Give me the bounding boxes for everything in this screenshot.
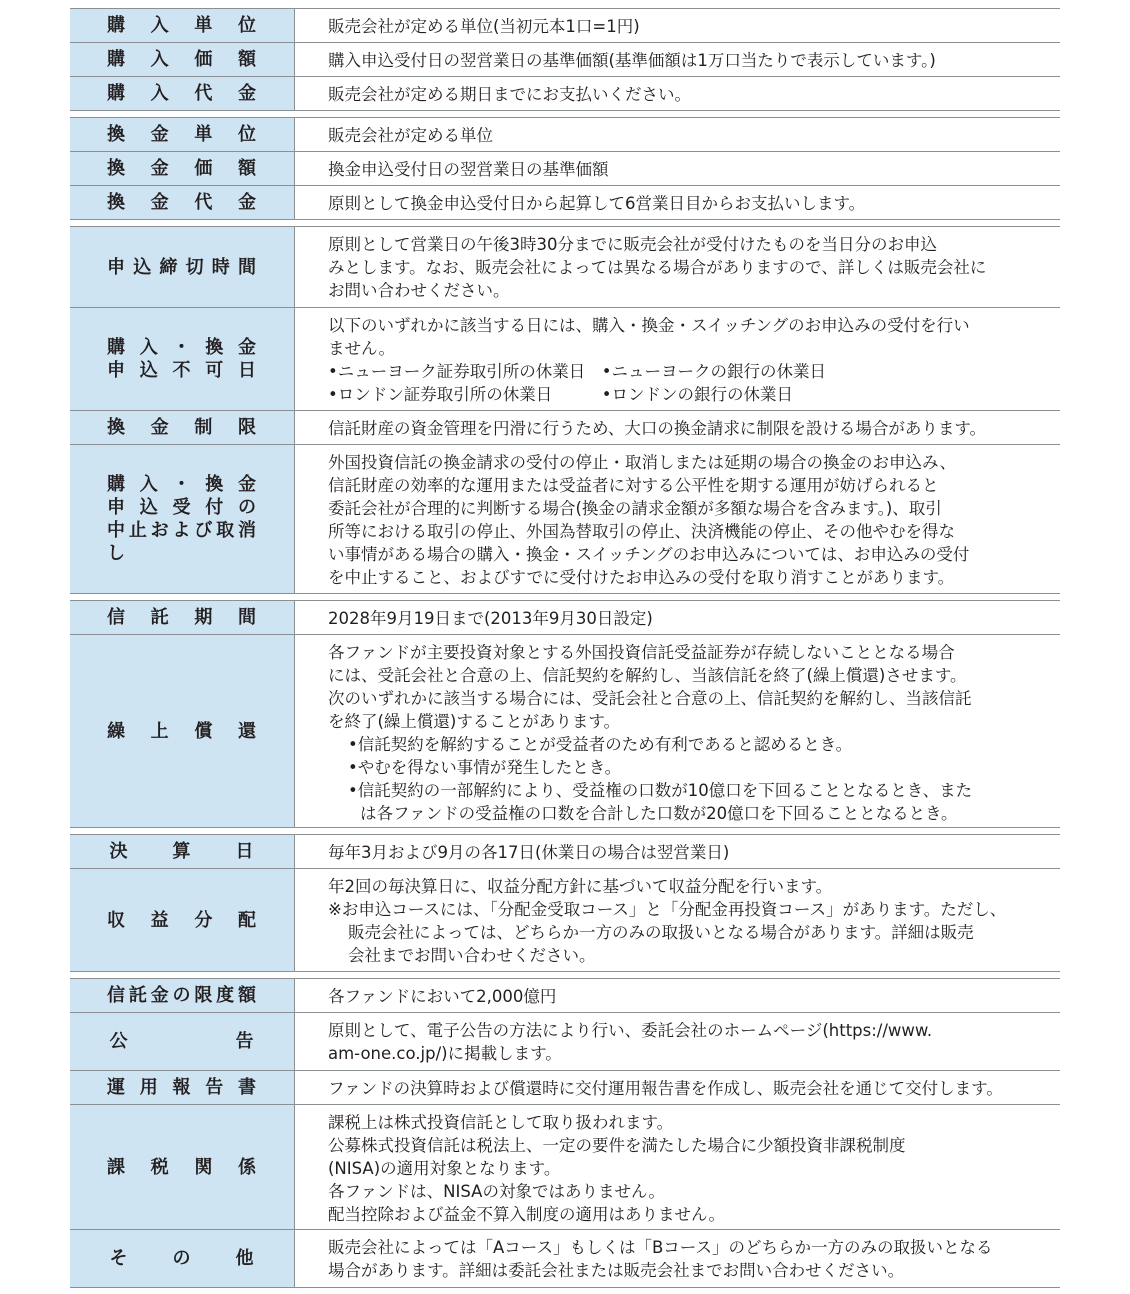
row-content [295, 1105, 1060, 1229]
row-heading [70, 445, 295, 593]
content-line: (NISA)の適用対象となります。 [328, 1159, 561, 1178]
table-row [70, 979, 1060, 1012]
row-heading [70, 635, 295, 827]
content-line: 場合があります。詳細は委託会社または販売会社までお問い合わせください。 [328, 1261, 905, 1280]
table-row [70, 601, 1060, 634]
table-group [70, 8, 1060, 111]
table-row [70, 835, 1060, 868]
row-content [295, 77, 1060, 110]
row-content [295, 43, 1060, 76]
content-line: お問い合わせください。 [328, 281, 510, 300]
row-heading [70, 411, 295, 444]
row-heading-text: 信託期間 [107, 607, 257, 628]
content-line: ※お申込コースには、「分配金受取コース」と「分配金再投資コース」があります。ただし、 [328, 900, 1007, 919]
table-row [70, 410, 1060, 444]
row-heading [70, 1013, 295, 1070]
row-heading [70, 9, 295, 42]
row-content [295, 9, 1060, 42]
content-line: 年2回の毎決算日に、収益分配方針に基づいて収益分配を行います。 [328, 877, 833, 896]
content-line: 原則として換金申込受付日から起算して6営業日目からお支払いします。 [328, 194, 866, 213]
row-content [295, 118, 1060, 151]
table-row [70, 227, 1060, 307]
table-row [70, 868, 1060, 971]
content-line: 各ファンドが主要投資対象とする外国投資信託受益証券が存続しないこととなる場合 [328, 643, 955, 662]
row-heading-text: 換金単位 [107, 124, 257, 145]
row-content [295, 979, 1060, 1012]
table-group [70, 117, 1060, 220]
content-line: ません。 [328, 339, 395, 358]
row-heading [70, 186, 295, 219]
content-line: を終了(繰上償還)することがあります。 [328, 712, 621, 731]
row-heading-text: 購入価額 [107, 49, 257, 70]
table-row [70, 9, 1060, 42]
row-content [295, 635, 1060, 827]
content-line: 委託会社が合理的に判断する場合(換金の請求金額が多額な場合を含みます。)、取引 [328, 499, 942, 518]
content-line: •信託契約の一部解約により、受益権の口数が10億口を下回ることとなるとき、また [348, 781, 973, 800]
row-content [295, 1230, 1060, 1287]
content-line: みとします。なお、販売会社によっては異なる場合がありますので、詳しくは販売会社に [328, 258, 987, 277]
row-heading-text: 購入・換金 [107, 337, 257, 358]
content-line: 換金申込受付日の翌営業日の基準価額 [328, 160, 609, 179]
content-line: 毎年3月および9月の各17日(休業日の場合は翌営業日) [328, 843, 730, 862]
fund-terms-table [70, 8, 1060, 1294]
row-heading [70, 77, 295, 110]
row-content [295, 1013, 1060, 1070]
content-line: 配当控除および益金不算入制度の適用はありません。 [328, 1205, 725, 1224]
content-line: 外国投資信託の換金請求の受付の停止・取消しまたは延期の場合の換金のお申込み、 [328, 453, 956, 472]
content-line: 販売会社によっては「Aコース」もしくは「Bコース」のどちらか一方のみの取扱いとなる [328, 1238, 993, 1257]
content-line: 購入申込受付日の翌営業日の基準価額(基準価額は1万口当たりで表示しています。) [328, 51, 936, 70]
content-line: 各ファンドにおいて2,000億円 [328, 987, 557, 1006]
content-line: 各ファンドは、NISAの対象ではありません。 [328, 1182, 665, 1201]
content-line: ファンドの決算時および償還時に交付運用報告書を作成し、販売会社を通じて交付します。 [328, 1079, 1003, 1098]
row-heading-text: 申込締切時間 [107, 256, 257, 278]
row-heading-text: 換金代金 [107, 192, 257, 213]
row-content [295, 1071, 1060, 1104]
table-row [70, 1229, 1060, 1287]
table-group [70, 978, 1060, 1288]
row-heading [70, 1230, 295, 1287]
row-content [295, 411, 1060, 444]
content-line: 販売会社によっては、どちらか一方のみの取扱いとなる場合があります。詳細は販売 [348, 923, 974, 942]
content-line: 会社までお問い合わせください。 [348, 946, 596, 965]
row-heading-text: 申込受付の [107, 497, 257, 518]
content-line: 所等における取引の停止、外国為替取引の停止、決済機能の停止、その他やむを得な [328, 522, 955, 541]
row-content [295, 152, 1060, 185]
row-content [295, 445, 1060, 593]
row-heading-text: 信託金の限度額 [107, 985, 257, 1006]
row-content [295, 869, 1060, 971]
row-content [295, 227, 1060, 307]
row-heading [70, 1071, 295, 1104]
row-heading-text: 公告 [109, 1031, 255, 1052]
row-heading [70, 601, 295, 634]
row-content [295, 186, 1060, 219]
content-line: 2028年9月19日まで(2013年9月30日設定) [328, 609, 653, 628]
row-heading-text: 決算日 [109, 841, 255, 862]
row-heading-text: 繰上償還 [107, 720, 257, 742]
row-heading [70, 869, 295, 971]
table-row [70, 634, 1060, 827]
row-heading-text: 申込不可日 [107, 360, 257, 381]
content-line: •ニューヨーク証券取引所の休業日 •ニューヨークの銀行の休業日 [328, 362, 826, 381]
row-heading [70, 118, 295, 151]
content-line: •ロンドン証券取引所の休業日 •ロンドンの銀行の休業日 [328, 385, 793, 404]
content-line: •やむを得ない事情が発生したとき。 [348, 758, 622, 777]
content-line: は各ファンドの受益権の口数を合計した口数が20億口を下回ることとなるとき。 [360, 804, 958, 823]
row-content [295, 835, 1060, 868]
table-row [70, 151, 1060, 185]
content-line: 販売会社が定める期日までにお支払いください。 [328, 85, 691, 104]
table-row [70, 76, 1060, 110]
table-row [70, 1012, 1060, 1070]
row-content [295, 601, 1060, 634]
row-heading [70, 227, 295, 307]
table-row [70, 1104, 1060, 1229]
content-line: 信託財産の効率的な運用または受益者に対する公平性を期する運用が妨げられると [328, 476, 939, 495]
row-heading-text: 収益分配 [107, 909, 257, 931]
content-line: い事情がある場合の購入・換金・スイッチングのお申込みについては、お申込みの受付 [328, 545, 970, 564]
content-line: 原則として、電子公告の方法により行い、委託会社のホームページ(https://www. [328, 1021, 933, 1040]
content-line: 販売会社が定める単位 [328, 126, 493, 145]
content-line: 次のいずれかに該当する場合には、受託会社と合意の上、信託契約を解約し、当該信託 [328, 689, 972, 708]
row-heading-text: 購入単位 [107, 15, 257, 36]
row-heading [70, 979, 295, 1012]
table-row [70, 444, 1060, 593]
row-heading-text: 購入代金 [107, 83, 257, 104]
table-group [70, 834, 1060, 972]
table-group [70, 600, 1060, 828]
table-row [70, 118, 1060, 151]
content-line: 公募株式投資信託は税法上、一定の要件を満たした場合に少額投資非課税制度 [328, 1136, 906, 1155]
row-heading-text: 購入・換金 [107, 474, 257, 495]
content-line: を中止すること、およびすでに受付けたお申込みの受付を取り消すことがあります。 [328, 568, 955, 587]
content-line: •信託契約を解約することが受益者のため有利であると認めるとき。 [348, 735, 853, 754]
content-line: 信託財産の資金管理を円滑に行うため、大口の換金請求に制限を設ける場合があります。 [328, 419, 987, 438]
row-heading [70, 152, 295, 185]
content-line: には、受託会社と合意の上、信託契約を解約し、当該信託を終了(繰上償還)させます。 [328, 666, 967, 685]
content-line: 課税上は株式投資信託として取り扱われます。 [328, 1113, 674, 1132]
row-heading-text: 運用報告書 [107, 1077, 257, 1098]
table-row [70, 1070, 1060, 1104]
row-heading [70, 835, 295, 868]
content-line: 原則として営業日の午後3時30分までに販売会社が受付けたものを当日分のお申込 [328, 235, 937, 254]
row-content [295, 308, 1060, 410]
row-heading [70, 308, 295, 410]
row-heading-text: 課税関係 [107, 1156, 257, 1178]
row-heading [70, 1105, 295, 1229]
row-heading-text: 換金制限 [107, 417, 257, 438]
row-heading-text: 換金価額 [107, 158, 257, 179]
content-line: am-one.co.jp/)に掲載します。 [328, 1044, 562, 1063]
content-line: 以下のいずれかに該当する日には、購入・換金・スイッチングのお申込みの受付を行い [328, 316, 970, 335]
table-row [70, 42, 1060, 76]
row-heading-text: その他 [109, 1248, 255, 1269]
row-heading-text: 中止および取消し [107, 520, 257, 564]
table-group [70, 226, 1060, 594]
table-row [70, 307, 1060, 410]
table-row [70, 185, 1060, 219]
content-line: 販売会社が定める単位(当初元本1口=1円) [328, 17, 640, 36]
row-heading [70, 43, 295, 76]
